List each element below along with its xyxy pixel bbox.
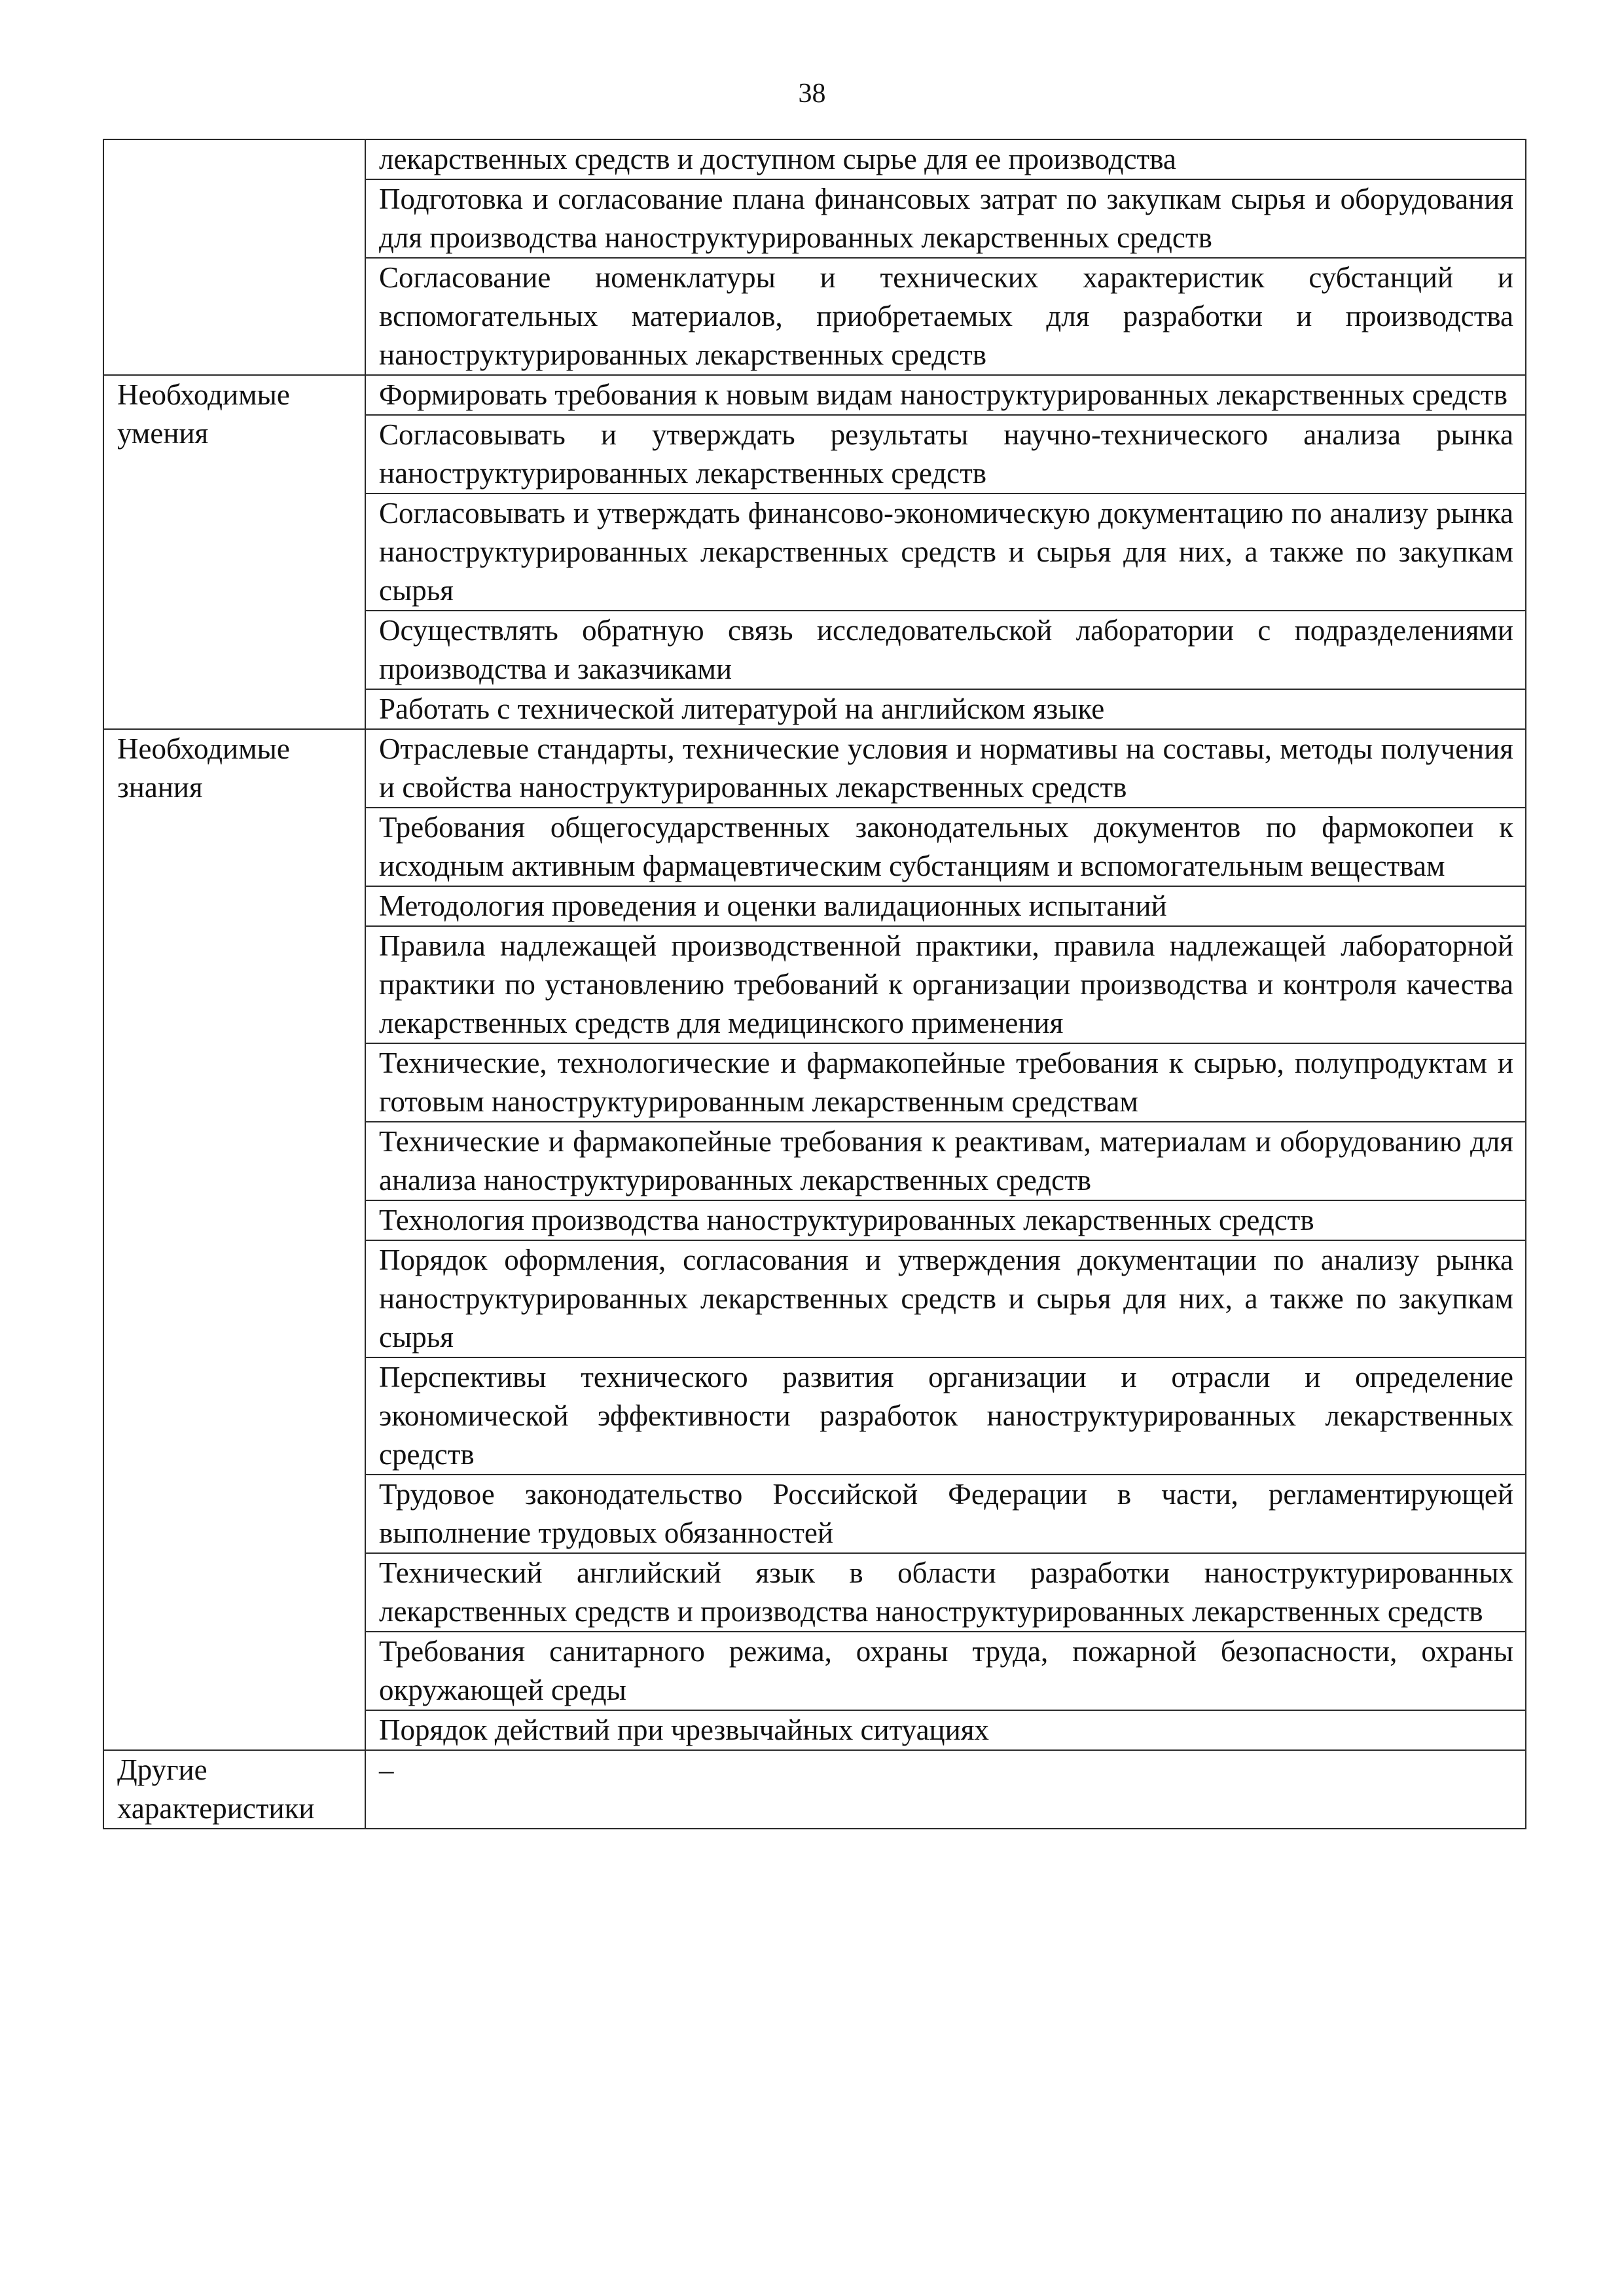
table-cell: Формировать требования к новым видам наноструктурированных лекарственных средств [365,375,1526,415]
table-cell: Требования санитарного режима, охраны труда, пожарной безопасности, охраны окружающей среды [365,1632,1526,1710]
table-cell: Отраслевые стандарты, технические условия и нормативы на составы, методы получения и свойства наноструктурированных лекарственных средств [365,729,1526,808]
table-row [103,1750,1526,1829]
table-cell: Технология производства наноструктурированных лекарственных средств [365,1200,1526,1240]
table-cell: Подготовка и согласование плана финансовых затрат по закупкам сырья и оборудования для производства наноструктурированных лекарственных средств [365,179,1526,258]
table-cell: Порядок действий при чрезвычайных ситуациях [365,1710,1526,1750]
table-cell: Трудовое законодательство Российской Федерации в части, регламентирующей выполнение трудовых обязанностей [365,1475,1526,1553]
table-row [103,139,1526,179]
row-label-knowledge: Необходимые знания [103,729,365,1750]
table-cell: лекарственных средств и доступном сырье для ее производства [365,139,1526,179]
table-cell: Требования общегосударственных законодательных документов по фармокопеи к исходным активным фармацевтическим субстанциям и вспомогательным веществам [365,808,1526,886]
row-label-skills: Необходимые умения [103,375,365,729]
table-cell: Правила надлежащей производственной практики, правила надлежащей лабораторной практики по установлению требований к организации производства и контроля качества лекарственных средств для медицинского применения [365,926,1526,1043]
table-row [103,729,1526,808]
table-cell: Работать с технической литературой на английском языке [365,689,1526,729]
table-cell: Осуществлять обратную связь исследовательской лаборатории с подразделениями производства и заказчиками [365,611,1526,689]
row-label-continuation [103,139,365,375]
table-cell: Согласовывать и утверждать финансово-экономическую документацию по анализу рынка наноструктурированных лекарственных средств и сырья для них, а также по закупкам сырья [365,493,1526,611]
table-cell: Технические и фармакопейные требования к реактивам, материалам и оборудованию для анализа наноструктурированных лекарственных средств [365,1122,1526,1200]
table-cell: Технический английский язык в области разработки наноструктурированных лекарственных средств и производства наноструктурированных лекарственных средств [365,1553,1526,1632]
table-cell: – [365,1750,1526,1829]
table-cell: Технические, технологические и фармакопейные требования к сырью, полупродуктам и готовым наноструктурированным лекарственным средствам [365,1043,1526,1122]
table-cell: Перспективы технического развития организации и отрасли и определение экономической эффективности разработок наноструктурированных лекарственных средств [365,1357,1526,1475]
table-cell: Согласование номенклатуры и технических характеристик субстанций и вспомогательных материалов, приобретаемых для разработки и производства наноструктурированных лекарственных средств [365,258,1526,375]
table-cell: Порядок оформления, согласования и утверждения документации по анализу рынка наноструктурированных лекарственных средств и сырья для них, а также по закупкам сырья [365,1240,1526,1357]
row-label-other: Другие характеристики [103,1750,365,1829]
requirements-table [103,139,1526,1829]
table-cell: Согласовывать и утверждать результаты научно-технического анализа рынка наноструктурированных лекарственных средств [365,415,1526,493]
table-row [103,375,1526,415]
page-number: 38 [798,79,826,109]
table-cell: Методология проведения и оценки валидационных испытаний [365,886,1526,926]
